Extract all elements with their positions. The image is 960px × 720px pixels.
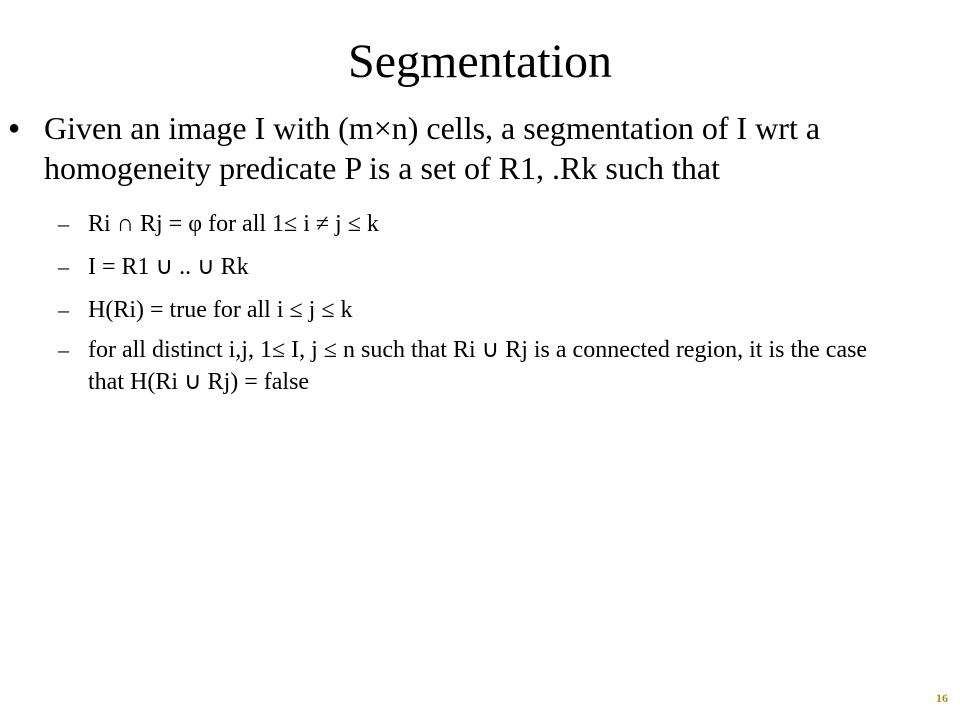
dash-icon: – [58,337,69,362]
dash-icon: – [58,211,69,236]
page-number: 16 [936,691,948,705]
sub-bullet [58,334,908,398]
sub-bullet [58,251,908,283]
dash-icon: – [58,254,69,279]
main-bullet-text: Given an image I with (m×n) cells, a segmentation of I wrt a homogeneity predicate P is a set of R1, .Rk such that [44,110,821,186]
sub-bullet-text: for all distinct i,j, 1≤ I, j ≤ n such that Ri ∪ Rj is a connected region, it is the case that H(Ri ∪ Rj) = false [88,337,868,395]
bullet-dot-icon: ● [8,117,21,139]
sub-bullet-text: I = R1 ∪ .. ∪ Rk [88,254,249,280]
main-bullet [8,108,904,188]
sub-bullet [58,208,908,240]
dash-icon: – [58,297,69,322]
sub-bullet [58,294,908,326]
sub-bullet-text: H(Ri) = true for all i ≤ j ≤ k [88,297,353,323]
slide-title: Segmentation [348,35,612,88]
sub-bullet-text: Ri ∩ Rj = φ for all 1≤ i ≠ j ≤ k [88,211,379,237]
